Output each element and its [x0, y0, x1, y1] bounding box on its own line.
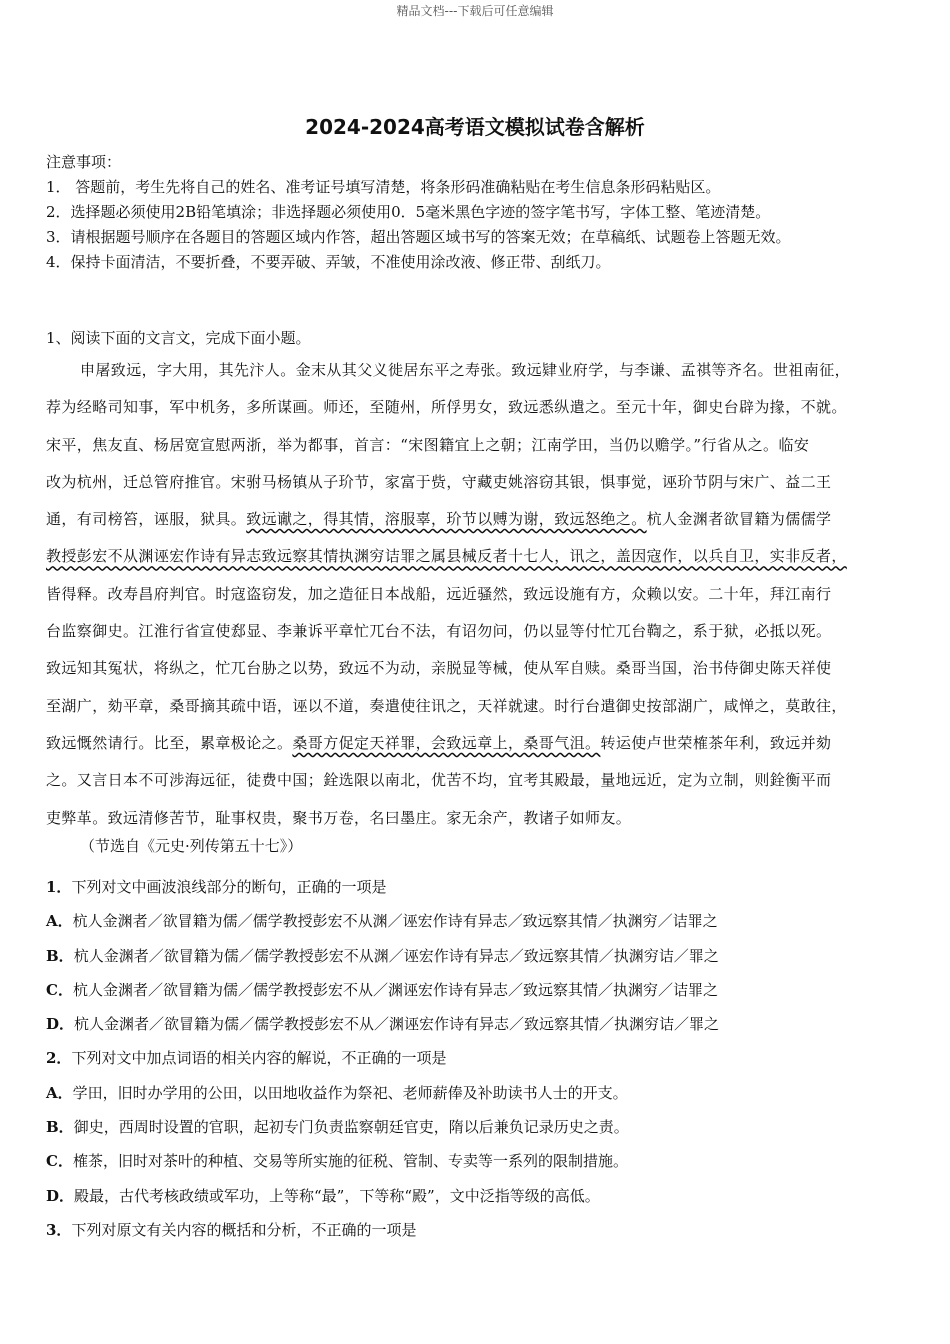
answer-option — [46, 1007, 916, 1041]
option-text: 杭人金渊者／欲冒籍为儒／儒学教授彭宏不从／渊诬宏作诗有异志／致远察其情／执渊穷／诘罪之 — [72, 980, 718, 999]
wavy-underlined-text: 桑哥方促定天祥罪，会致远章上，桑哥气沮。 — [292, 733, 601, 752]
answer-option — [46, 1110, 916, 1144]
note-item: 3．请根据题号顺序在各题目的答题区域内作答，超出答题区域书写的答案无效；在草稿纸、试题卷上答题无效。 — [46, 228, 791, 246]
option-text: 杭人金渊者／欲冒籍为儒／儒学教授彭宏不从渊／诬宏作诗有异志／致远察其情／执渊穷／诘罪之 — [72, 912, 718, 931]
passage-line: 申屠致远，字大用，其先汴人。金末从其父义徙居东平之寿张。致远肄业府学，与李谦、孟祺等齐名。世祖南征， — [80, 361, 851, 379]
option-letter: C． — [46, 980, 73, 999]
passage-line — [46, 725, 906, 762]
classical-passage — [46, 352, 906, 837]
answer-option — [46, 973, 916, 1007]
passage-text: 致远慨然请行。比至，累章极论之。 — [46, 733, 293, 752]
note-item: 1． 答题前，考生先将自己的姓名、准考证号填写清楚，将条形码准确粘贴在考生信息条形码粘贴区。 — [46, 178, 721, 196]
question-number: 1． — [46, 878, 72, 896]
document-title: 2024-2024高考语文模拟试卷含解析 — [305, 115, 645, 139]
answer-option — [46, 1179, 916, 1213]
question-text: 下列对文中加点词语的相关内容的解说，不正确的一项是 — [71, 1049, 447, 1068]
wavy-underlined-text: 致远谳之，得其情，溶服辜，玠节以赙为谢，致远怒绝之。 — [246, 510, 647, 529]
note-item: 4．保持卡面清洁，不要折叠，不要弄破、弄皱，不准使用涂改液、修正带、刮纸刀。 — [46, 253, 611, 271]
option-letter: A． — [46, 1083, 73, 1102]
option-text: 杭人金渊者／欲冒籍为儒／儒学教授彭宏不从／渊诬宏作诗有异志／致远察其情／执渊穷诘／罪之 — [74, 1015, 720, 1034]
option-letter: D． — [46, 1015, 75, 1034]
notes-heading: 注意事项： — [46, 153, 122, 171]
question-intro: 1、阅读下面的文言文，完成下面小题。 — [46, 329, 311, 347]
answer-option — [46, 1076, 916, 1110]
passage-text: 杭人金渊者欲冒籍为儒儒学 — [646, 510, 832, 529]
passage-line: 吏弊革。致远清修苦节，耻事权贵，聚书万卷，名曰墨庄。家无余产，教诸子如师友。 — [46, 808, 632, 827]
option-text: 殿最，古代考核政绩或军功，上等称“最”，下等称“殿”，文中泛指等级的高低。 — [74, 1186, 600, 1205]
header-note: 精品文档---下载后可任意编辑 — [396, 4, 554, 18]
passage-source: （节选自《元史·列传第五十七》） — [80, 837, 303, 855]
option-text: 学田，旧时办学用的公田，以田地收益作为祭祀、老师薪俸及补助读书人士的开支。 — [72, 1083, 628, 1102]
passage-line: 改为杭州，迁总管府推官。宋驸马杨镇从子玠节，家富于赀，守藏吏姚溶窃其银，惧事觉，诬玠节阴与宋广、益二王 — [46, 472, 832, 491]
option-letter: B． — [46, 1118, 74, 1137]
passage-line: 至湖广，劾平章，桑哥摘其疏中语，诬以不道，奏遣使往讯之，天祥就逮。时行台遣御史按部湖广，咸惮之，莫敢往， — [46, 696, 847, 715]
question-number: 3． — [46, 1220, 72, 1239]
passage-line: 之。又言日本不可涉海远征，徒费中国；銓选限以南北，优苦不均，宜考其殿最，量地远近，定为立制，则銓衡平而 — [46, 771, 832, 790]
question-number: 2． — [46, 1049, 72, 1068]
passage-text: 转运使卢世荣榷茶年利，致远并劾 — [600, 733, 832, 752]
passage-line: 致远知其冤状，将纵之，忙兀台胁之以势，致远不为动，亲脱显等械，使从军自赎。桑哥当国，治书侍御史陈天祥使 — [46, 659, 832, 678]
passage-line: 荐为经略司知事，军中机务，多所谋画。师还，至随州，所俘男女，致远悉纵遣之。至元十年，御史台辟为掾，不就。 — [46, 398, 847, 417]
question-stem — [46, 1041, 916, 1075]
option-letter: D． — [46, 1186, 75, 1205]
passage-line: 台监察御史。江淮行省宣使郄显、李兼诉平章忙兀台不法，有诏勿问，仍以显等付忙兀台鞫之，系于狱，必抵以死。 — [46, 622, 832, 641]
question-stem — [46, 1213, 916, 1247]
option-letter: A． — [46, 912, 73, 931]
question-text: 下列对文中画波浪线部分的断句，正确的一项是 — [71, 878, 387, 896]
option-letter: B． — [46, 946, 74, 965]
answer-option — [46, 904, 916, 938]
answer-option — [46, 1144, 916, 1178]
option-text: 榷茶，旧时对茶叶的种植、交易等所实施的征税、管制、专卖等一系列的限制措施。 — [72, 1152, 628, 1171]
questions-section — [46, 870, 916, 1247]
passage-line: 皆得释。改寿昌府判官。时寇盗窃发，加之造征日本战船，远近骚然，致远设施有方，众赖以安。二十年，拜江南行 — [46, 584, 832, 603]
option-text: 御史，西周时设置的官职，起初专门负责监察朝廷官吏，隋以后兼负记录历史之责。 — [73, 1118, 629, 1137]
option-text: 杭人金渊者／欲冒籍为儒／儒学教授彭宏不从渊／诬宏作诗有异志／致远察其情／执渊穷诘／罪之 — [73, 946, 719, 965]
passage-line: 宋平，焦友直、杨居宽宣慰两浙，举为都事，首言：“宋图籍宜上之朝；江南学田，当仍以赡学。”行省从之。临安 — [46, 435, 810, 454]
question-text: 下列对原文有关内容的概括和分析，不正确的一项是 — [71, 1220, 417, 1239]
passage-line-wavy: 教授彭宏不从渊诬宏作诗有异志致远察其情执渊穷诘罪之属县械反者十七人，讯之，盖因寇作，以兵自卫，实非反者， — [46, 547, 847, 566]
notes-section — [46, 150, 916, 275]
passage-text: 通，有司榜笞，诬服，狱具。 — [46, 510, 247, 529]
question-stem — [46, 870, 916, 904]
note-item: 2．选择题必须使用2B铅笔填涂；非选择题必须使用0．5毫米黑色字迹的签字笔书写，字体工整、笔迹清楚。 — [46, 203, 771, 221]
passage-line — [46, 501, 906, 538]
answer-option — [46, 939, 916, 973]
option-letter: C． — [46, 1152, 73, 1171]
